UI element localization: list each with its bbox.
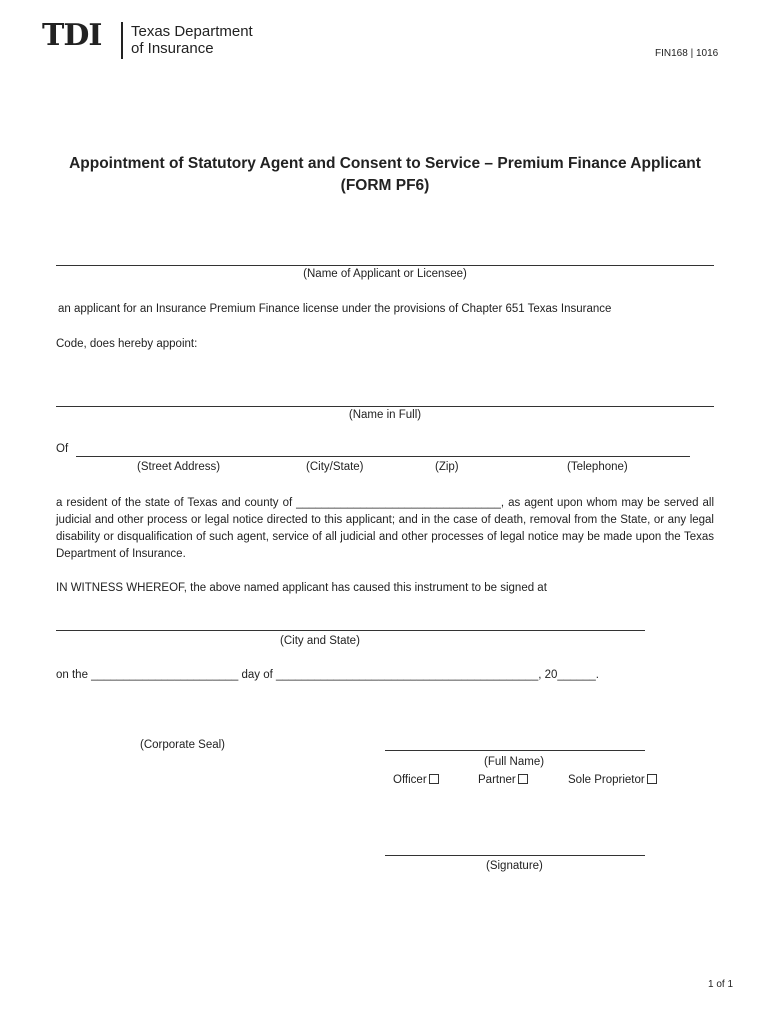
name-full-label: (Name in Full) — [348, 409, 422, 421]
officer-option[interactable] — [393, 774, 439, 786]
date-line[interactable]: on the _______________________ day of _________________________________________, 20______. — [56, 669, 599, 681]
agent-name-line[interactable] — [56, 406, 714, 407]
logo-line2: of Insurance — [131, 40, 214, 57]
of-label: Of — [56, 443, 69, 455]
city-state-label: (City/State) — [306, 461, 364, 473]
full-name-label: (Full Name) — [484, 756, 545, 768]
applicant-label: (Name of Applicant or Licensee) — [303, 268, 467, 280]
partner-checkbox[interactable] — [518, 774, 528, 784]
para1b: Code, does hereby appoint: — [56, 338, 198, 350]
para2: a resident of the state of Texas and county of ________________________________, as agent upon whom may be served all judicial and other process or legal notice directed to this applicant; and in the case of death, removal from the State, or any legal disability or disqualification of such agent, service of all judicial and other processes of legal notice may be made upon the Texas Department of Insurance. — [56, 497, 714, 560]
sole-proprietor-label: Sole Proprietor — [568, 774, 645, 786]
signature-line[interactable] — [385, 855, 645, 856]
partner-label: Partner — [478, 774, 516, 786]
para1: an applicant for an Insurance Premium Finance license under the provisions of Chapter 651 Texas Insurance — [58, 303, 612, 315]
partner-option[interactable] — [478, 774, 528, 786]
tdi-logo: TDI — [42, 18, 102, 53]
city-state-line[interactable] — [56, 630, 645, 631]
page-number: 1 of 1 — [708, 979, 734, 990]
signature-label: (Signature) — [486, 860, 543, 872]
sole-proprietor-checkbox[interactable] — [647, 774, 657, 784]
form-code: FIN168 | 1016 — [655, 48, 719, 59]
logo-line1: Texas Department — [131, 23, 253, 40]
street-label: (Street Address) — [137, 461, 221, 473]
officer-checkbox[interactable] — [429, 774, 439, 784]
zip-label: (Zip) — [435, 461, 459, 473]
title-line2: (FORM PF6) — [340, 177, 430, 194]
telephone-label: (Telephone) — [567, 461, 628, 473]
applicant-name-line[interactable] — [56, 265, 714, 266]
sole-proprietor-option[interactable] — [568, 774, 657, 786]
logo-divider — [121, 22, 123, 59]
title-line1: Appointment of Statutory Agent and Consent to Service – Premium Finance Applicant — [69, 155, 701, 172]
address-line[interactable] — [76, 456, 690, 457]
witness-text: IN WITNESS WHEREOF, the above named applicant has caused this instrument to be signed at — [56, 582, 547, 594]
full-name-line[interactable] — [385, 750, 645, 751]
corporate-seal-label: (Corporate Seal) — [140, 739, 226, 751]
city-and-state-label: (City and State) — [280, 635, 360, 647]
officer-label: Officer — [393, 774, 427, 786]
